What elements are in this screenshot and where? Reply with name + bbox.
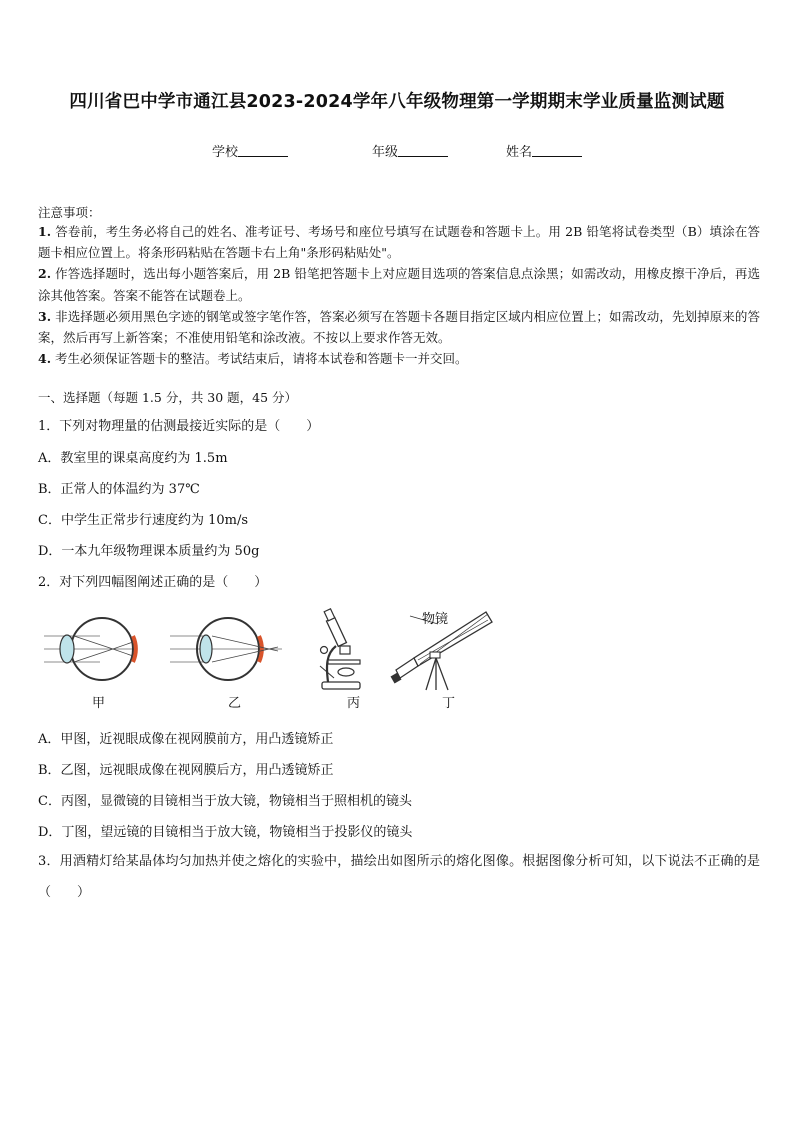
question-2-figure bbox=[38, 604, 508, 714]
microscope-icon bbox=[314, 606, 374, 692]
school-blank[interactable] bbox=[238, 144, 288, 157]
note-text: 非选择题必须用黑色字迹的钢笔或签字笔作答，答案必须写在答题卡各题目指定区域内相应位置上；如需改动，先划掉原来的答案，然后再写上新答案；不准使用铅笔和涂改液。不按以上要求作答无效。 bbox=[38, 308, 760, 346]
question-1-stem: 1．下列对物理量的估测最接近实际的是（ ） bbox=[38, 419, 320, 434]
notes-list bbox=[38, 221, 760, 369]
hyperopia-eye-icon bbox=[166, 614, 286, 684]
notes-title: 注意事项： bbox=[38, 205, 101, 220]
caption-bing: 丙 bbox=[347, 696, 361, 711]
caption-ding: 丁 bbox=[442, 696, 456, 711]
name-blank[interactable] bbox=[532, 144, 582, 157]
question-2-option-d[interactable]: D．丁图，望远镜的目镜相当于放大镜，物镜相当于投影仪的镜头 bbox=[38, 825, 413, 840]
grade-blank[interactable] bbox=[398, 144, 448, 157]
question-1-option-d[interactable]: D．一本九年级物理课本质量约为 50g bbox=[38, 544, 260, 559]
school-label: 学校 bbox=[212, 145, 239, 160]
question-2-option-a[interactable]: A．甲图，近视眼成像在视网膜前方，用凸透镜矫正 bbox=[38, 732, 334, 747]
question-1-option-c[interactable]: C．中学生正常步行速度约为 10m/s bbox=[38, 513, 248, 528]
note-number: 3. bbox=[38, 308, 52, 324]
note-item bbox=[38, 306, 760, 348]
note-number: 2. bbox=[38, 266, 52, 282]
note-text: 答卷前，考生务必将自己的姓名、准考证号、考场号和座位号填写在试题卷和答题卡上。用 2B 铅笔将试卷类型（B）填涂在答题卡相应位置上。将条形码粘贴在答题卡右上角"条形码粘贴处"。 bbox=[38, 224, 760, 261]
question-2-option-b[interactable]: B．乙图，远视眼成像在视网膜后方，用凸透镜矫正 bbox=[38, 763, 334, 778]
myopia-eye-icon bbox=[40, 614, 140, 684]
name-label: 姓名 bbox=[506, 145, 533, 160]
note-number: 1. bbox=[38, 224, 52, 239]
note-number: 4. bbox=[38, 351, 52, 367]
section-title: 一、选择题（每题 1.5 分，共 30 题，45 分） bbox=[38, 390, 298, 405]
question-3-stem: 3．用酒精灯给某晶体均匀加热并使之熔化的实验中，描绘出如图所示的熔化图像。根据图像分析可知，以下说法不正确的是（ ） bbox=[38, 854, 760, 900]
school-field bbox=[212, 141, 288, 160]
question-2-stem: 2．对下列四幅图阐述正确的是（ ） bbox=[38, 575, 268, 590]
note-item bbox=[38, 221, 760, 263]
grade-label: 年级 bbox=[372, 145, 399, 160]
name-field bbox=[506, 141, 582, 160]
grade-field bbox=[372, 141, 448, 160]
question-2-option-c[interactable]: C．丙图，显微镜的目镜相当于放大镜，物镜相当于照相机的镜头 bbox=[38, 794, 412, 809]
note-item bbox=[38, 263, 760, 305]
page-title: 四川省巴中学市通江县2023-2024学年八年级物理第一学期期末学业质量监测试题 bbox=[69, 92, 725, 112]
note-text: 考生必须保证答题卡的整洁。考试结束后，请将本试卷和答题卡一并交回。 bbox=[55, 351, 468, 367]
note-text: 作答选择题时，选出每小题答案后，用 2B 铅笔把答题卡上对应题目选项的答案信息点涂黑；如需改动，用橡皮擦干净后，再选涂其他答案。答案不能答在试题卷上。 bbox=[38, 266, 760, 303]
question-1-option-b[interactable]: B．正常人的体温约为 37℃ bbox=[38, 482, 200, 497]
caption-yi: 乙 bbox=[228, 696, 242, 711]
objective-lens-label: 物镜 bbox=[422, 612, 449, 627]
caption-jia: 甲 bbox=[92, 696, 106, 711]
question-1-option-a[interactable]: A．教室里的课桌高度约为 1.5m bbox=[38, 451, 228, 466]
note-item bbox=[38, 348, 760, 369]
